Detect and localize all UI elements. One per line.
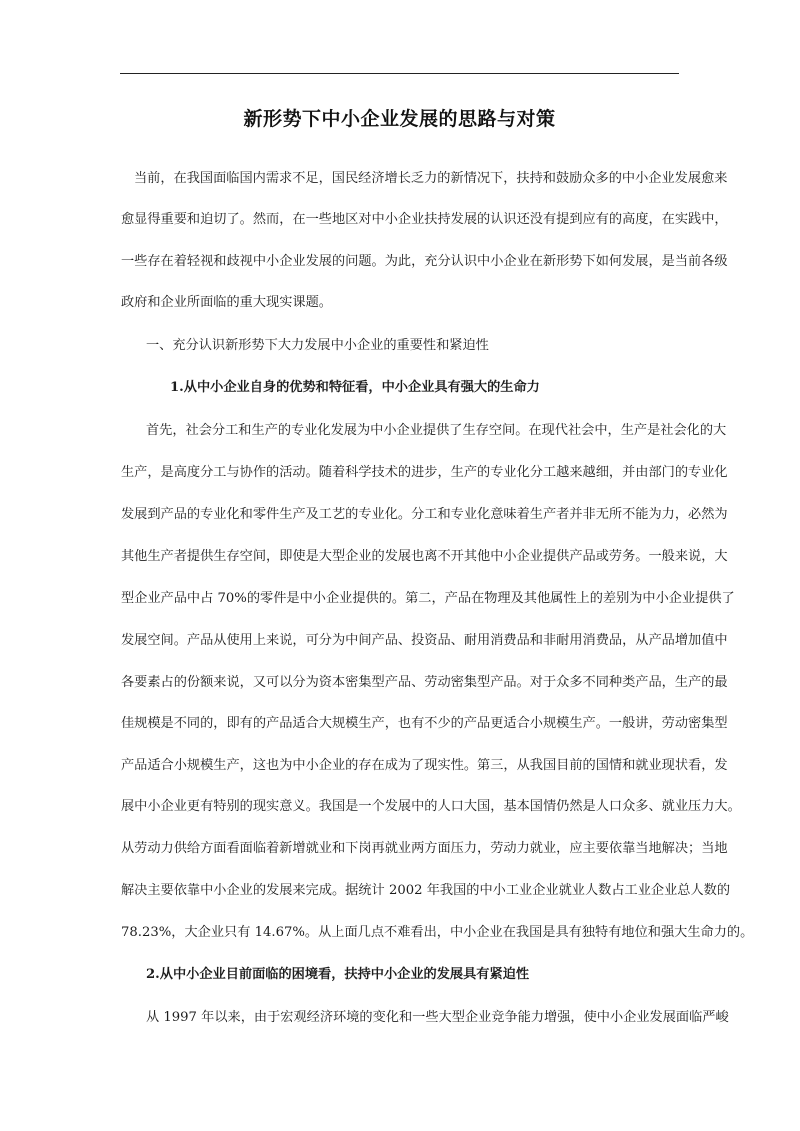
paragraph-line: 一些存在着轻视和歧视中小企业发展的问题。为此，充分认识中小企业在新形势下如何发展，是当前各级	[121, 254, 728, 269]
paragraph-line: 佳规模是不同的，即有的产品适合大规模生产，也有不少的产品更适合小规模生产。一般讲，劳动密集型	[121, 716, 728, 731]
paragraph-line: 展中小企业更有特别的现实意义。我国是一个发展中的人口大国，基本国情仍然是人口众多、就业压力大。	[121, 799, 741, 814]
paragraph-line: 首先，社会分工和生产的专业化发展为中小企业提供了生存空间。在现代社会中，生产是社会化的大	[146, 423, 727, 438]
paragraph-line: 从 1997 年以来，由于宏观经济环境的变化和一些大型企业竞争能力增强，使中小企业发展面临严峻	[146, 1010, 729, 1025]
section-heading: 一、充分认识新形势下大力发展中小企业的重要性和紧迫性	[146, 338, 489, 353]
paragraph-line: 当前，在我国面临国内需求不足，国民经济增长乏力的新情况下，扶持和鼓励众多的中小企业发展愈来	[134, 171, 728, 186]
paragraph-line: 生产，是高度分工与协作的活动。随着科学技术的进步，生产的专业化分工越来越细，并由部门的专业化	[121, 465, 728, 480]
paragraph-line: 从劳动力供给方面看面临着新增就业和下岗再就业两方面压力，劳动力就业，应主要依靠当地解决；当地	[121, 841, 728, 856]
header-rule	[120, 73, 679, 74]
paragraph-line: 解决主要依靠中小企业的发展来完成。据统计 2002 年我国的中小工业企业就业人数占工业企业总人数的	[121, 883, 731, 898]
paragraph-line: 78.23%，大企业只有 14.67%。从上面几点不难看出，中小企业在我国是具有独特有地位和强大生命力的。	[121, 925, 754, 940]
document-title: 新形势下中小企业发展的思路与对策	[243, 108, 556, 130]
paragraph-line: 政府和企业所面临的重大现实课题。	[121, 295, 332, 310]
subsection-heading: 2.从中小企业目前面临的困境看，扶持中小企业的发展具有紧迫性	[146, 967, 530, 982]
paragraph-line: 产品适合小规模生产，这也为中小企业的存在成为了现实性。第三，从我国目前的国情和就业现状看，发	[121, 758, 728, 773]
subsection-heading: 1.从中小企业自身的优势和特征看，中小企业具有强大的生命力	[170, 380, 540, 395]
paragraph-line: 发展空间。产品从使用上来说，可分为中间产品、投资品、耐用消费品和非耐用消费品，从产品增加值中	[121, 633, 728, 648]
paragraph-line: 型企业产品中占 70%的零件是中小企业提供的。第二，产品在物理及其他属性上的差别为中小企业提供了	[121, 591, 735, 606]
paragraph-line: 愈显得重要和迫切了。然而，在一些地区对中小企业扶持发展的认识还没有提到应有的高度，在实践中，	[121, 212, 728, 227]
paragraph-line: 发展到产品的专业化和零件生产及工艺的专业化。分工和专业化意味着生产者并非无所不能为力，必然为	[121, 507, 728, 522]
paragraph-line: 其他生产者提供生存空间，即使是大型企业的发展也离不开其他中小企业提供产品或劳务。一般来说，大	[121, 549, 728, 564]
paragraph-line: 各要素占的份额来说，又可以分为资本密集型产品、劳动密集型产品。对于众多不同种类产品，生产的最	[121, 675, 728, 690]
